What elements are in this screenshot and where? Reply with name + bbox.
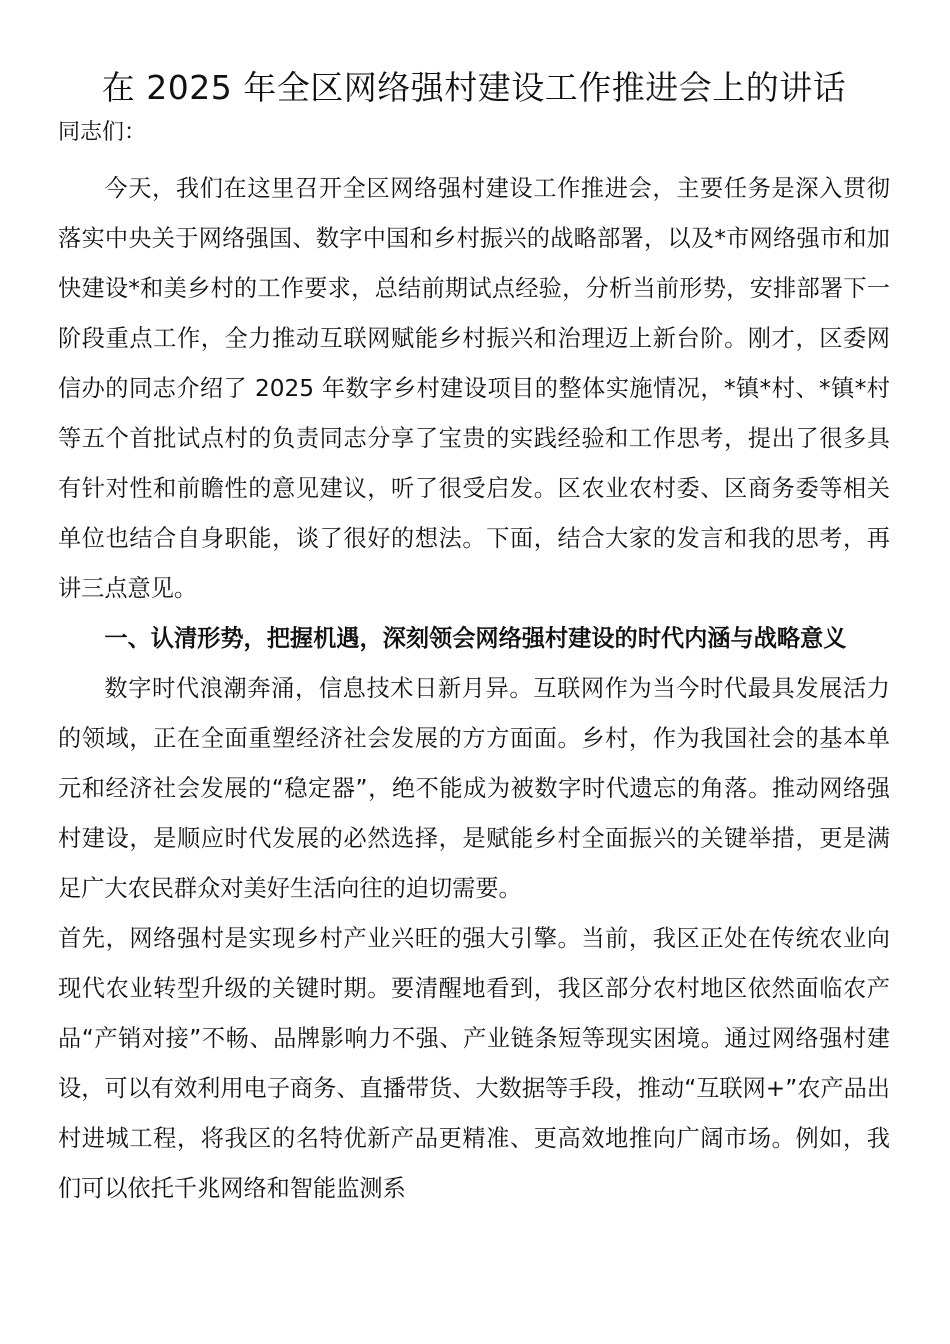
- section-1-paragraph: 数字时代浪潮奔涌，信息技术日新月异。互联网作为当今时代最具发展活力的领域，正在全面重塑经济社会发展的方方面面。乡村，作为我国社会的基本单元和经济社会发展的“稳定器”，绝不能成为被数字时代遗忘的角落。推动网络强村建设，是顺应时代发展的必然选择，是赋能乡村全面振兴的关键举措，更是满足广大农民群众对美好生活向往的迫切需要。: [58, 675, 890, 902]
- section-1-heading: 一、认清形势，把握机遇，深刻领会网络强村建设的时代内涵与战略意义: [104, 625, 847, 652]
- document-page: [58, 62, 890, 1214]
- intro-paragraph: 今天，我们在这里召开全区网络强村建设工作推进会，主要任务是深入贯彻落实中央关于网络强国、数字中国和乡村振兴的战略部署，以及*市网络强市和加快建设*和美乡村的工作要求，总结前期试点经验，分析当前形势，安排部署下一阶段重点工作，全力推动互联网赋能乡村振兴和治理迈上新台阶。刚才，区委网信办的同志介绍了 2025 年数字乡村建设项目的整体实施情况，*镇*村、*镇*村等五个首批试点村的负责同志分享了宝贵的实践经验和工作思考，提出了很多具有针对性和前瞻性的意见建议，听了很受启发。区农业农村委、区商务委等相关单位也结合自身职能，谈了很好的想法。下面，结合大家的发言和我的思考，再讲三点意见。: [58, 175, 890, 602]
- section-1-point-1: 首先，网络强村是实现乡村产业兴旺的强大引擎。当前，我区正处在传统农业向现代农业转型升级的关键时期。要清醒地看到，我区部分农村地区依然面临农产品“产销对接”不畅、品牌影响力不强、产业链条短等现实困境。通过网络强村建设，可以有效利用电子商务、直播带货、大数据等手段，推动“互联网+”农产品出村进城工程，将我区的名特优新产品更精准、更高效地推向广阔市场。例如，我们可以依托千兆网络和智能监测系: [58, 925, 890, 1202]
- document-title: 在 2025 年全区网络强村建设工作推进会上的讲话: [101, 68, 847, 107]
- salutation: 同志们：: [58, 120, 147, 145]
